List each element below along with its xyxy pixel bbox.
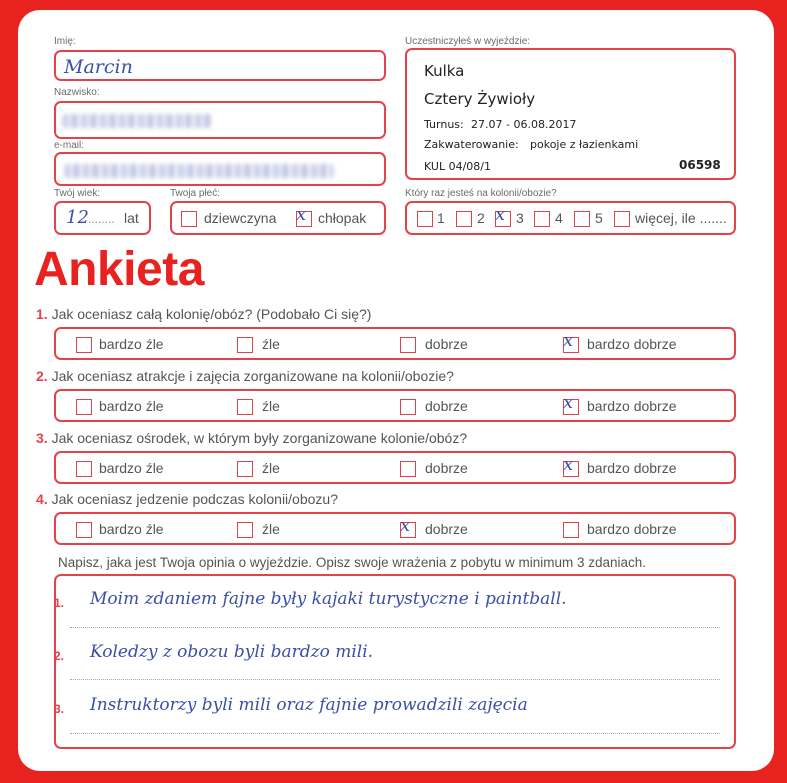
question-2 [36,368,454,384]
q3-option-very-good-label: bardzo dobrze [587,460,677,476]
q4-option-very-good-checkbox[interactable] [563,522,579,538]
q1-option-good-label: dobrze [425,336,468,352]
gender-girl-checkbox[interactable] [181,211,197,227]
question-4-text: Jak oceniasz jedzenie podczas kolonii/obozu? [51,491,338,507]
camp-code: KUL 04/08/1 [424,160,491,173]
question-1-number: 1. [36,306,48,322]
opinion-1-number: 1. [54,596,65,610]
q2-option-very-bad-checkbox[interactable] [76,399,92,415]
gender-girl-label: dziewczyna [204,210,277,226]
q1-option-bad-checkbox[interactable] [237,337,253,353]
q1-option-very-good-label: bardzo dobrze [587,336,677,352]
times-label: Który raz jesteś na kolonii/obozie? [405,188,557,199]
question-4 [36,491,338,507]
q4-option-good-label: dobrze [425,521,468,537]
times-3-label: 3 [516,210,524,226]
q4-option-bad-checkbox[interactable] [237,522,253,538]
name-label: Imię: [54,36,76,47]
accommodation-value: pokoje z łazienkami [530,138,639,151]
gender-label: Twoja płeć: [170,188,221,199]
camp-label: Uczestniczyłeś w wyjeździe: [405,36,531,47]
times-1-label: 1 [437,210,445,226]
opinion-1-text: Moim zdaniem fajne były kajaki turystyczne i paintball. [90,589,567,609]
opinion-prompt: Napisz, jaka jest Twoja opinia o wyjeździe. Opisz swoje wrażenia z pobytu w minimum 3 zdaniach. [58,555,647,570]
turnus-label: Turnus: [424,118,464,131]
gender-boy-label: chłopak [318,210,367,226]
times-2-label: 2 [477,210,485,226]
times-3-checkbox[interactable] [495,204,511,227]
surname-field[interactable] [54,101,386,139]
opinion-line-1 [70,627,720,628]
q3-option-good-checkbox[interactable] [400,461,416,477]
check-mark-icon: x [296,204,307,225]
q4-option-good-checkbox[interactable] [400,515,416,538]
opinion-2-text: Koledzy z obozu byli bardzo mili. [90,642,374,662]
gender-field [170,201,386,235]
times-1-checkbox[interactable] [417,211,433,227]
q4-option-bad-label: źle [262,521,280,537]
name-value: Marcin [64,56,133,78]
times-2-checkbox[interactable] [456,211,472,227]
times-4-label: 4 [555,210,563,226]
opinion-line-3 [70,733,720,734]
question-4-number: 4. [36,491,48,507]
name-field[interactable] [54,50,386,81]
opinion-3-text: Instruktorzy byli mili oraz fajnie prowadzili zajęcia [90,695,528,715]
check-mark-icon: x [400,515,411,536]
q2-option-very-good-label: bardzo dobrze [587,398,677,414]
q1-option-very-bad-checkbox[interactable] [76,337,92,353]
age-label: Twój wiek: [54,188,101,199]
age-dots: ........ [88,212,115,226]
question-1-options [54,327,736,360]
question-1 [36,306,371,322]
survey-title: Ankieta [34,243,204,296]
times-more-label: więcej, ile ....... [635,210,727,226]
question-2-options [54,389,736,422]
q2-option-good-label: dobrze [425,398,468,414]
email-field[interactable] [54,152,386,186]
times-field [405,201,736,235]
surname-redacted [62,114,212,128]
accommodation-label: Zakwaterowanie: [424,138,519,151]
age-field[interactable] [54,201,151,235]
q3-option-very-bad-label: bardzo źle [99,460,164,476]
question-4-options [54,512,736,545]
email-redacted [64,164,334,178]
opinion-line-2 [70,679,720,680]
q2-option-very-good-checkbox[interactable] [563,392,579,415]
question-3-text: Jak oceniasz ośrodek, w którym były zorganizowane kolonie/obóz? [51,430,468,446]
q1-option-very-bad-label: bardzo źle [99,336,164,352]
gender-boy-checkbox[interactable] [296,204,312,227]
camp-number: 06598 [679,158,721,172]
question-1-text: Jak oceniasz całą kolonię/obóz? (Podobało Ci się?) [51,306,372,322]
q2-option-bad-label: źle [262,398,280,414]
q1-option-very-good-checkbox[interactable] [563,330,579,353]
q3-option-bad-label: źle [262,460,280,476]
question-2-number: 2. [36,368,48,384]
surname-label: Nazwisko: [54,87,100,98]
question-3-options [54,451,736,484]
check-mark-icon: x [563,454,574,475]
q3-option-very-bad-checkbox[interactable] [76,461,92,477]
q2-option-very-bad-label: bardzo źle [99,398,164,414]
age-unit: lat [124,210,139,226]
times-5-checkbox[interactable] [574,211,590,227]
q4-option-very-good-label: bardzo dobrze [587,521,677,537]
opinion-3-number: 3. [54,702,65,716]
q4-option-very-bad-checkbox[interactable] [76,522,92,538]
times-5-label: 5 [595,210,603,226]
age-value: 12 [66,207,89,228]
turnus-value: 27.07 - 06.08.2017 [471,118,577,131]
q2-option-good-checkbox[interactable] [400,399,416,415]
check-mark-icon: x [563,330,574,351]
camp-name: Kulka [424,62,465,80]
check-mark-icon: x [495,204,506,225]
email-label: e-mail: [54,140,85,151]
q1-option-good-checkbox[interactable] [400,337,416,353]
q3-option-bad-checkbox[interactable] [237,461,253,477]
check-mark-icon: x [563,392,574,413]
q3-option-very-good-checkbox[interactable] [563,454,579,477]
question-2-text: Jak oceniasz atrakcje i zajęcia zorganizowane na kolonii/obozie? [51,368,454,384]
times-4-checkbox[interactable] [534,211,550,227]
q1-option-bad-label: źle [262,336,280,352]
q3-option-good-label: dobrze [425,460,468,476]
camp-program: Cztery Żywioły [424,90,536,108]
question-3 [36,430,467,446]
opinion-2-number: 2. [54,649,65,663]
q4-option-very-bad-label: bardzo źle [99,521,164,537]
camp-info-box [405,48,736,180]
times-more-checkbox[interactable] [614,211,630,227]
q2-option-bad-checkbox[interactable] [237,399,253,415]
question-3-number: 3. [36,430,48,446]
